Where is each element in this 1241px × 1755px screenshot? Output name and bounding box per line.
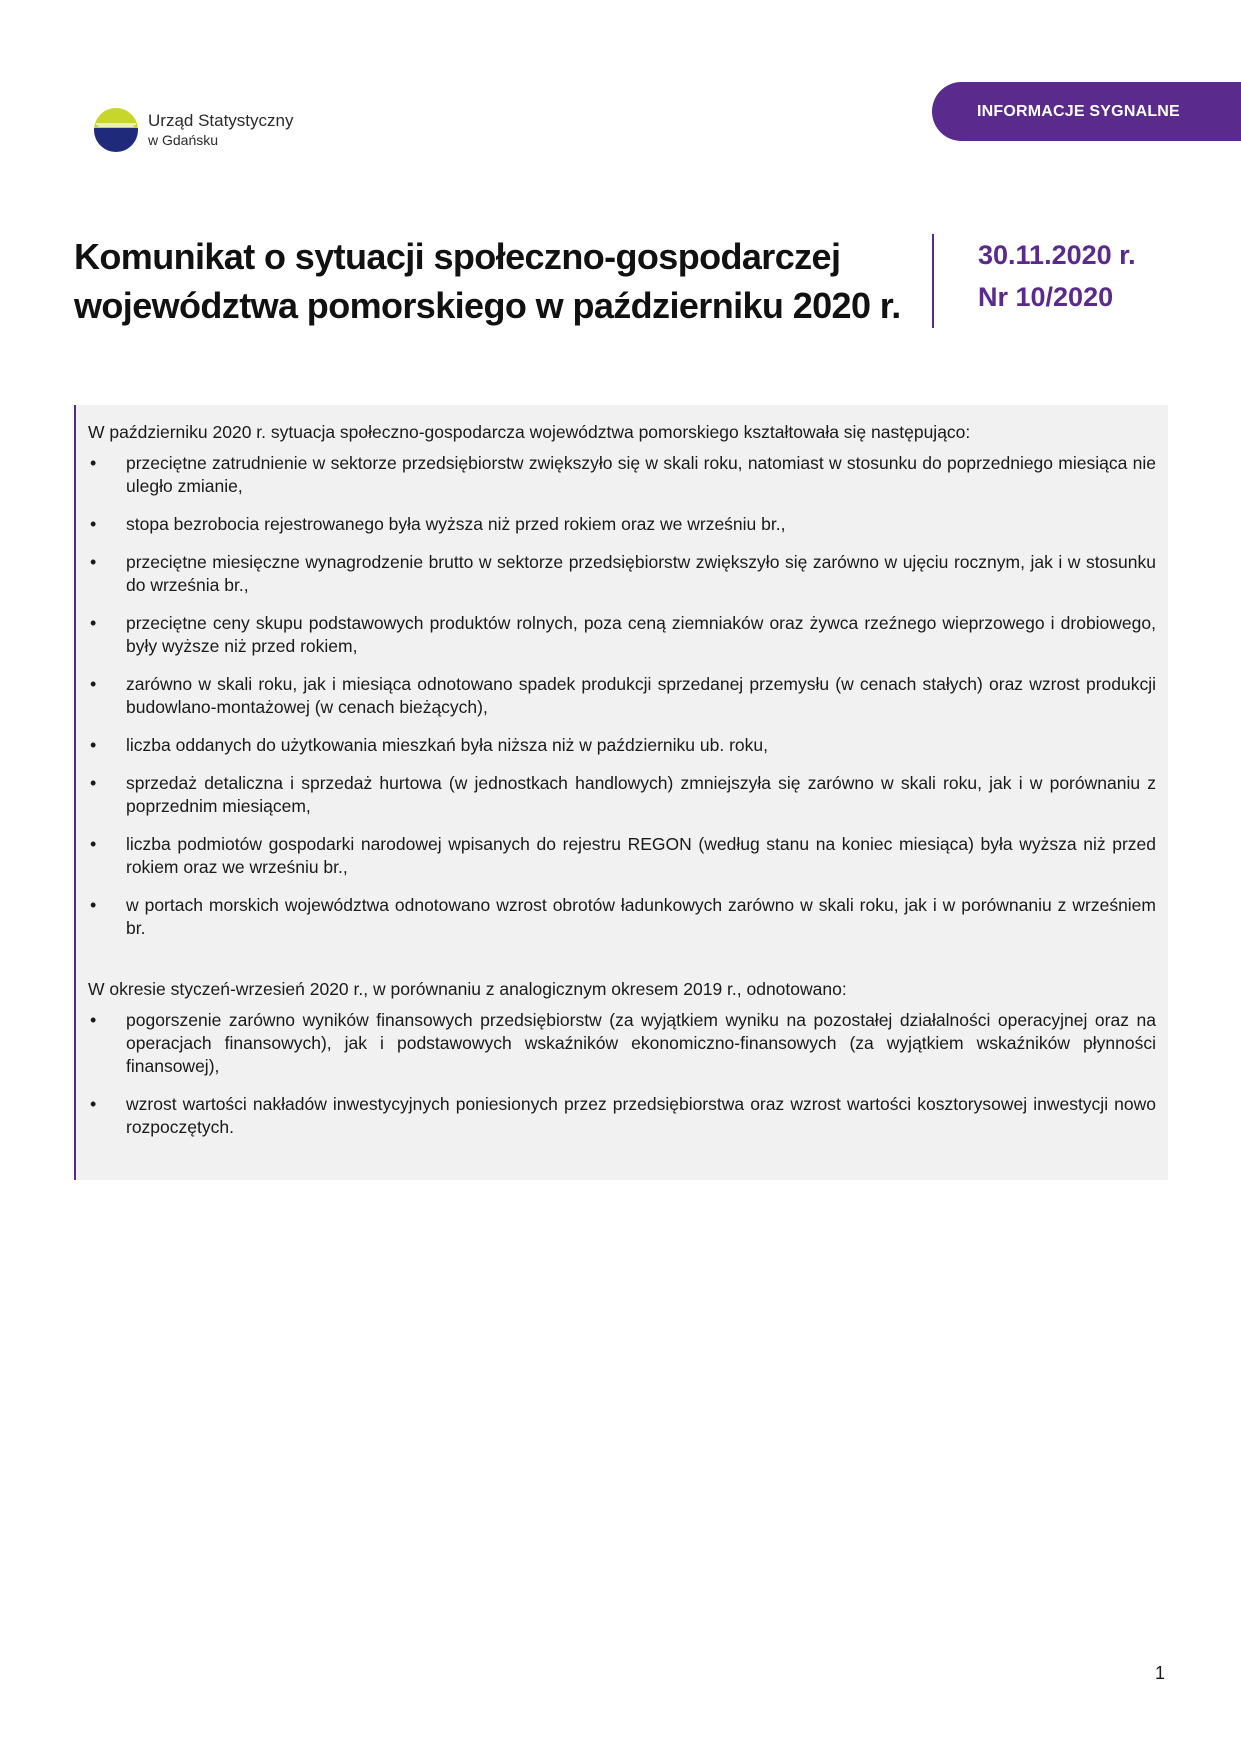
summary-panel xyxy=(74,405,1168,1180)
sun-horizon-logo-icon xyxy=(94,98,138,162)
summary-intro-2: W okresie styczeń-wrzesień 2020 r., w porównaniu z analogicznym okresem 2019 r., odnotowano: xyxy=(88,979,847,999)
list-item: • liczba oddanych do użytkowania mieszkań była niższa niż w październiku ub. roku, xyxy=(88,734,1156,757)
title-line-2: województwa pomorskiego w październiku 2020 r. xyxy=(74,285,901,326)
list-item: • przeciętne zatrudnienie w sektorze przedsiębiorstw zwiększyło się w skali roku, natomiast w stosunku do poprzedniego miesiąca nie uległo zmianie, xyxy=(88,452,1156,498)
list-item: • sprzedaż detaliczna i sprzedaż hurtowa (w jednostkach handlowych) zmniejszyła się zarówno w skali roku, jak i w porównaniu z poprzednim miesiącem, xyxy=(88,772,1156,818)
publication-meta xyxy=(978,234,1136,318)
list-item: • zarówno w skali roku, jak i miesiąca odnotowano spadek produkcji sprzedanej przemysłu (w cenach stałych) oraz wzrost produkcji budowlano-montażowej (w cenach bieżących), xyxy=(88,673,1156,719)
summary-bullets-2 xyxy=(88,1009,1156,1139)
page-number: 1 xyxy=(1155,1663,1166,1683)
document-title xyxy=(74,232,914,330)
list-item: • przeciętne ceny skupu podstawowych produktów rolnych, poza ceną ziemniaków oraz żywca rzeźnego wieprzowego i drobiowego, były wyższe niż przed rokiem, xyxy=(88,612,1156,658)
title-line-1: Komunikat o sytuacji społeczno-gospodarczej xyxy=(74,236,841,277)
summary-intro: W październiku 2020 r. sytuacja społeczno-gospodarcza województwa pomorskiego kształtowała się następująco: xyxy=(88,422,971,442)
publication-date: 30.11.2020 r. xyxy=(978,240,1136,270)
publication-type-badge: INFORMACJE SYGNALNE xyxy=(932,82,1241,141)
summary-bullets xyxy=(88,452,1156,940)
list-item: • przeciętne miesięczne wynagrodzenie brutto w sektorze przedsiębiorstw zwiększyło się zarówno w ujęciu rocznym, jak i w stosunku do września br., xyxy=(88,551,1156,597)
logo-name-line1: Urząd Statystyczny xyxy=(148,111,294,131)
institution-logo xyxy=(94,98,294,162)
title-divider xyxy=(932,234,934,328)
list-item: • liczba podmiotów gospodarki narodowej wpisanych do rejestru REGON (według stanu na koniec miesiąca) była wyższa niż przed rokiem oraz we wrześniu br., xyxy=(88,833,1156,879)
publication-number: Nr 10/2020 xyxy=(978,282,1114,312)
list-item: • w portach morskich województwa odnotowano wzrost obrotów ładunkowych zarówno w skali roku, jak i w porównaniu z wrześniem br. xyxy=(88,894,1156,940)
logo-name-line2: w Gdańsku xyxy=(148,131,219,148)
list-item: • wzrost wartości nakładów inwestycyjnych poniesionych przez przedsiębiorstwa oraz wzrost wartości kosztorysowej inwestycji nowo rozpoczętych. xyxy=(88,1093,1156,1139)
list-item: • pogorszenie zarówno wyników finansowych przedsiębiorstw (za wyjątkiem wyniku na pozostałej działalności operacyjnej oraz na operacjach finansowych), jak i podstawowych wskaźników ekonomiczno-finansowych (za wyjątkiem wskaźników płynności finansowej), xyxy=(88,1009,1156,1078)
list-item: • stopa bezrobocia rejestrowanego była wyższa niż przed rokiem oraz we wrześniu br., xyxy=(88,513,1156,536)
